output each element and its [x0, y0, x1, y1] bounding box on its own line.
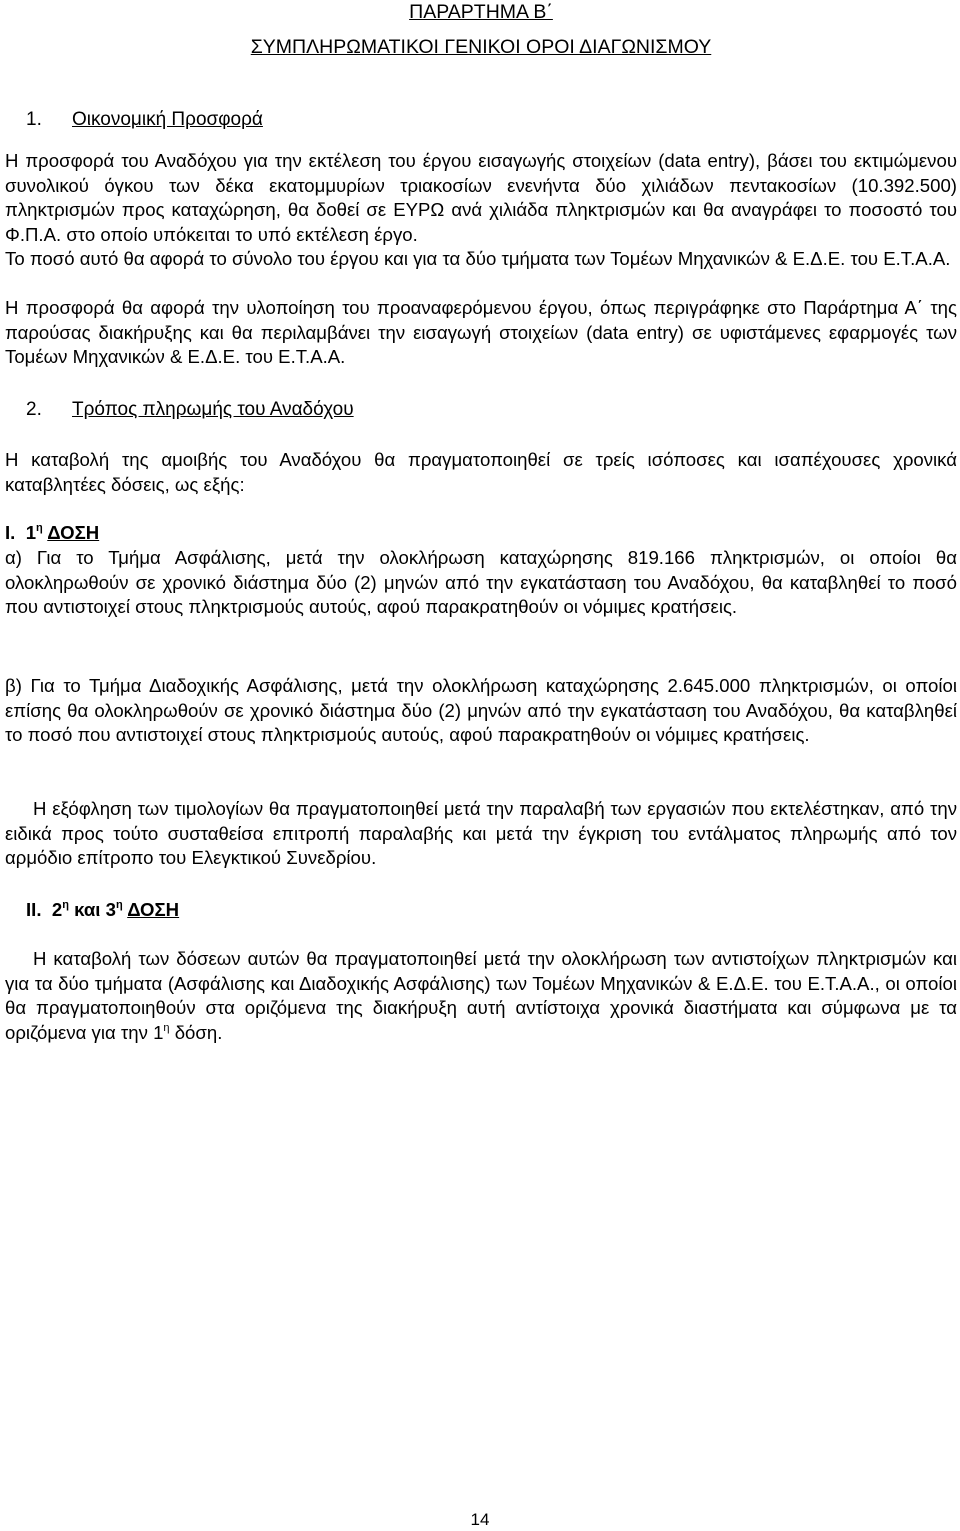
installment-1-item-a: α) Για το Τμήμα Ασφάλισης, μετά την ολοκλήρωση καταχώρησης 819.166 πληκτρισμών, οι οποίοι θα ολοκληρωθούν σε χρονικό διάστημα δύο (2) μηνών από την εγκατάσταση του Αναδόχου, θα καταβληθεί το ποσό που αντιστοιχεί στους πληκτρισμούς αυτούς, αφού παρακρατηθούν οι νόμιμες κρατήσεις. — [5, 547, 957, 618]
section-1-number: 1. — [26, 109, 42, 130]
installment-2-numeral: ΙΙ. — [26, 899, 42, 920]
installment-2-text: Η καταβολή των δόσεων αυτών θα πραγματοποιηθεί μετά την ολοκλήρωση των αντιστοίχων πληκτρισμών και για τα δύο τμήματα (Ασφάλισης και Διαδοχικής Ασφάλισης) των Τομέων Μηχανικών & Ε.Δ.Ε. του Ε.Τ.Α.Α., οι οποίοι θα πραγματοποιηθούν στα οριζόμενα της διακήρυξη αυτή αντίστοιχα χρονικά διαστήματα και σύμφωνα με τα οριζόμενα για την — [5, 948, 957, 1043]
installment-2-ordinal-first: 2 — [51, 899, 63, 920]
installment-1-heading — [5, 521, 957, 546]
section-2-number: 2. — [26, 399, 42, 420]
installment-2-label: ΔΟΣΗ — [127, 899, 180, 920]
installment-1-numeral: Ι. — [5, 522, 16, 543]
annex-heading: ΠΑΡΑΡΤΗΜΑ Β΄ — [409, 1, 553, 23]
installment-1-label: ΔΟΣΗ — [47, 522, 100, 543]
offer-implementation-paragraph: Η προσφορά θα αφορά την υλοποίηση του προαναφερόμενου έργου, όπως περιγράφηκε στο Παράρτημα Α΄ της παρούσας διακήρυξης και θα περιλαμβάνει την εισαγωγή στοιχείων (data entry) σε υφιστάμενες εφαρμογές των Τομέων Μηχανικών & Ε.Δ.Ε. του Ε.Τ.Α.Α. — [5, 297, 957, 368]
installment-2-and: και — [74, 899, 101, 920]
installment-2-ref-sup: η — [163, 1021, 170, 1034]
annex-subtitle: ΣΥΜΠΛΗΡΩΜΑΤΙΚΟΙ ΓΕΝΙΚΟΙ ΟΡΟΙ ΔΙΑΓΩΝΙΣΜΟΥ — [250, 36, 712, 58]
installment-1-ordinal: 1 — [25, 522, 37, 543]
installment-1-sup: η — [36, 521, 43, 534]
offer-paragraph: Η προσφορά του Αναδόχου για την εκτέλεση του έργου εισαγωγής στοιχείων (data entry), βάσει του εκτιμώμενου συνολικού όγκου των δέκα εκατομμυρίων τριακοσίων ενενήντα δύο χιλιάδων πεντακοσίων (10.392.500) πληκτρισμών προς καταχώρηση, θα δοθεί σε ΕΥΡΩ ανά χιλιάδα πληκτρισμών και θα αναγράφει το ποσοστό του Φ.Π.Α. στο οποίο υπόκειται το υπό εκτέλεση έργο. — [5, 150, 957, 245]
page-number: 14 — [470, 1510, 490, 1529]
section-2-title: Τρόπος πληρωμής του Αναδόχου — [72, 399, 354, 420]
payment-intro-paragraph: Η καταβολή της αμοιβής του Αναδόχου θα πραγματοποιηθεί σε τρείς ισόποσες και ισαπέχουσες χρονικά καταβλητέες δόσεις, ως εξής: — [5, 449, 957, 495]
installment-2-sup-first: η — [62, 898, 69, 911]
invoice-settlement-paragraph: Η εξόφληση των τιμολογίων θα πραγματοποιηθεί μετά την παραλαβή των εργασιών που εκτελέστηκαν, από την ειδικά προς τούτο συσταθείσα επιτροπή παραλαβής και μετά την έγκριση του εντάλματος πληρωμής από τον αρμόδιο επίτροπο του Ελεγκτικού Συνεδρίου. — [5, 798, 957, 869]
section-1-title: Οικονομική Προσφορά — [72, 109, 263, 130]
installment-2-heading — [26, 898, 960, 923]
installment-2-paragraph — [5, 947, 957, 1045]
installment-2-ref-end: δόση. — [174, 1021, 223, 1043]
offer-scope-paragraph: Το ποσό αυτό θα αφορά το σύνολο του έργου και για τα δύο τμήματα των Τομέων Μηχανικών & Ε.Δ.Ε. του Ε.Τ.Α.Α. — [5, 248, 951, 269]
installment-2-sup-second: η — [115, 898, 123, 911]
installment-2-ref-ordinal: 1 — [153, 1021, 164, 1043]
installment-2-ordinal-second: 3 — [105, 899, 116, 920]
section-2-heading — [26, 398, 354, 423]
installment-1-item-b: β) Για το Τμήμα Διαδοχικής Ασφάλισης, μετά την ολοκλήρωση καταχώρησης 2.645.000 πληκτρισμών, οι οποίοι επίσης θα ολοκληρωθούν σε χρονικό διάστημα δύο (2) μηνών από την εγκατάσταση του Αναδόχου, θα καταβληθεί το ποσό που αντιστοιχεί στους πληκτρισμούς αυτούς, αφού παρακρατηθούν οι νόμιμες κρατήσεις. — [5, 675, 957, 746]
section-1-heading — [26, 108, 263, 133]
